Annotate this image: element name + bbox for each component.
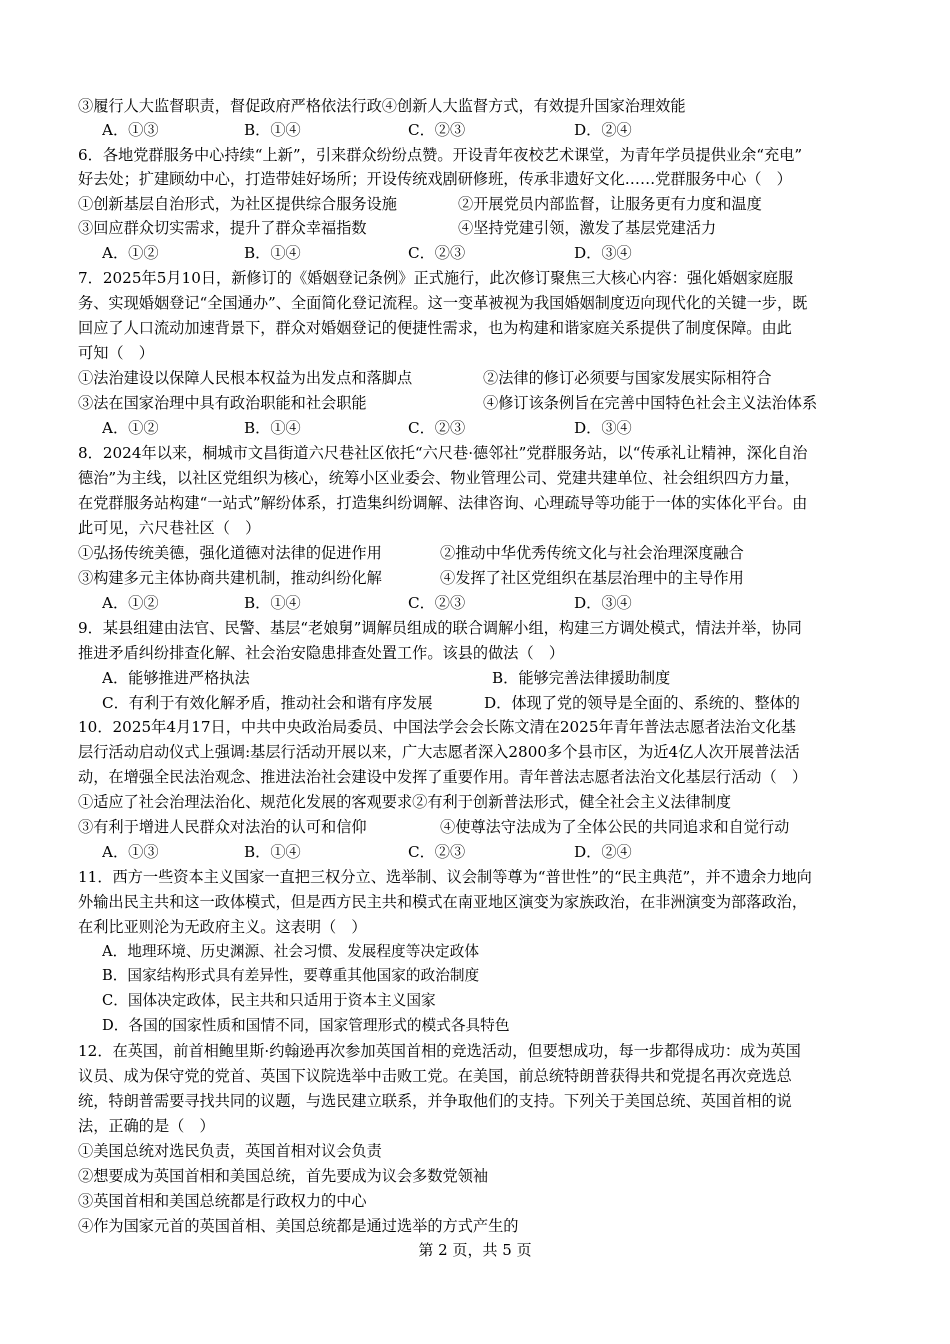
answer-a: A．①②	[102, 244, 159, 262]
q7-stem: 可知（ ）	[78, 344, 154, 362]
q8-answers	[102, 591, 912, 615]
q8-option-1: ①弘扬传统美德，强化道德对法律的促进作用	[78, 544, 382, 562]
q11-stem: 在利比亚则沦为无政府主义。这表明（ ）	[78, 918, 367, 936]
q6-options-34	[78, 216, 888, 240]
q8-option-4: ④发挥了社区党组织在基层治理中的主导作用	[440, 569, 744, 587]
q7-stem: 回应了人口流动加速背景下，群众对婚姻登记的便捷性需求，也为构建和谐家庭关系提供了制度保障。由此	[78, 319, 792, 337]
q11-option-b: B．国家结构形式具有差异性，要尊重其他国家的政治制度	[102, 967, 480, 984]
answer-c: C．②③	[408, 843, 466, 861]
answer-c: C．②③	[408, 594, 466, 612]
q5-option-34: ③履行人大监督职责，督促政府严格依法行政④创新人大监督方式，有效提升国家治理效能	[78, 97, 686, 115]
answer-b: B．①④	[244, 419, 301, 437]
q8-stem: 在党群服务站构建“一站式”解纷体系，打造集纠纷调解、法律咨询、心理疏导等功能于一体的实体化平台。由	[78, 494, 808, 512]
answer-c: C．②③	[408, 121, 466, 139]
q7-option-1: ①法治建设以保障人民根本权益为出发点和落脚点	[78, 369, 413, 387]
answer-c: C．②③	[408, 419, 466, 437]
q8-option-2: ②推动中华优秀传统文化与社会治理深度融合	[440, 544, 744, 562]
q9-stem: 推进矛盾纠纷排查化解、社会治安隐患排查处置工作。该县的做法（ ）	[78, 644, 564, 662]
q7-stem: 务、实现婚姻登记“全国通办”、全面简化登记流程。这一变革被视为我国婚姻制度迈向现代化的关键一步，既	[78, 294, 808, 312]
answer-b: B．①④	[244, 843, 301, 861]
answer-a: A．①②	[102, 594, 159, 612]
q7-option-4: ④修订该条例旨在完善中国特色社会主义法治体系	[483, 394, 818, 412]
q12-option-2: ②想要成为英国首相和美国总统，首先要成为议会多数党领袖	[78, 1167, 489, 1185]
answer-d: D．②④	[574, 843, 632, 861]
q11-option-a: A．地理环境、历史渊源、社会习惯、发展程度等决定政体	[102, 943, 479, 960]
page-footer: 第 2 页，共 5 页	[418, 1241, 532, 1259]
q8-option-3: ③构建多元主体协商共建机制，推动纠纷化解	[78, 569, 382, 587]
q11-option-d: D．各国的国家性质和国情不同，国家管理形式的模式各具特色	[102, 1017, 510, 1034]
q9-option-b: B．能够完善法律援助制度	[492, 669, 671, 687]
q7-stem: 7．2025年5月10日，新修订的《婚姻登记条例》正式施行，此次修订聚焦三大核心内容：强化婚姻家庭服	[78, 269, 794, 287]
q6-option-4: ④坚持党建引领，激发了基层党建活力	[458, 219, 717, 237]
answer-a: A．①②	[102, 419, 159, 437]
answer-a: A．①③	[102, 843, 159, 861]
q7-answers	[102, 416, 912, 440]
q10-answers	[102, 840, 912, 864]
q11-stem: 11．西方一些资本主义国家一直把三权分立、选举制、议会制等尊为“普世性”的“民主典范”，并不遗余力地向	[78, 868, 812, 886]
answer-c: C．②③	[408, 244, 466, 262]
q6-options-12	[78, 192, 888, 216]
q7-options-34	[78, 391, 888, 415]
answer-b: B．①④	[244, 244, 301, 262]
q6-stem: 6．各地党群服务中心持续“上新”，引来群众纷纷点赞。开设青年夜校艺术课堂，为青年学员提供业余“充电”	[78, 146, 803, 164]
q12-stem: 12．在英国，前首相鲍里斯·约翰逊再次参加英国首相的竞选活动，但要想成功，每一步都得成功：成为英国	[78, 1042, 801, 1060]
q11-option-c: C．国体决定政体，民主共和只适用于资本主义国家	[102, 992, 436, 1009]
q10-stem: 动，在增强全民法治观念、推进法治社会建设中发挥了重要作用。青年普法志愿者法治文化基层行活动（ ）	[78, 768, 807, 786]
answer-d: D．③④	[574, 594, 632, 612]
q6-option-1: ①创新基层自治形式，为社区提供综合服务设施	[78, 195, 397, 213]
q7-options-12	[78, 366, 888, 390]
answer-d: D．③④	[574, 419, 632, 437]
answer-d: D．③④	[574, 244, 632, 262]
q9-options-cd	[102, 691, 912, 715]
q10-option-3: ③有利于增进人民群众对法治的认可和信仰	[78, 818, 367, 836]
answer-b: B．①④	[244, 121, 301, 139]
q8-stem: 8．2024年以来，桐城市文昌街道六尺巷社区依托“六尺巷·德邻社”党群服务站，以“传承礼让精神，深化自治	[78, 444, 808, 462]
q9-option-c: C．有利于有效化解矛盾，推动社会和谐有序发展	[102, 694, 433, 712]
q8-options-12	[78, 541, 888, 565]
q12-option-4: ④作为国家元首的英国首相、美国总统都是通过选举的方式产生的	[78, 1217, 519, 1235]
q9-option-d: D．体现了党的领导是全面的、系统的、整体的	[484, 694, 800, 712]
q6-answers	[102, 241, 912, 265]
q7-option-3: ③法在国家治理中具有政治职能和社会职能	[78, 394, 367, 412]
q12-stem: 法，正确的是（ ）	[78, 1117, 215, 1135]
q10-option-4: ④使尊法守法成为了全体公民的共同追求和自觉行动	[440, 818, 790, 836]
q7-option-2: ②法律的修订必须要与国家发展实际相符合	[483, 369, 772, 387]
q11-stem: 外输出民主共和这一政体模式，但是西方民主共和模式在南亚地区演变为家族政治，在非洲演变为部落政治，	[78, 893, 807, 911]
q9-options-ab	[102, 666, 912, 690]
q10-option-12: ①适应了社会治理法治化、规范化发展的客观要求②有利于创新普法形式，健全社会主义法律制度	[78, 793, 732, 811]
q6-option-3: ③回应群众切实需求，提升了群众幸福指数	[78, 219, 367, 237]
q12-stem: 统，特朗普需要寻找共同的议题，与选民建立联系，并争取他们的支持。下列关于美国总统、英国首相的说	[78, 1092, 792, 1110]
q12-option-1: ①美国总统对选民负责，英国首相对议会负责	[78, 1142, 382, 1160]
answer-a: A．①③	[102, 121, 159, 139]
q12-stem: 议员、成为保守党的党首、英国下议院选举中击败工党。在美国，前总统特朗普获得共和党提名再次竞选总	[78, 1067, 792, 1085]
q10-options-34	[78, 815, 888, 839]
q9-option-a: A．能够推进严格执法	[102, 669, 250, 687]
q12-option-3: ③英国首相和美国总统都是行政权力的中心	[78, 1192, 367, 1210]
q6-option-2: ②开展党员内部监督，让服务更有力度和温度	[458, 195, 762, 213]
q9-stem: 9．某县组建由法官、民警、基层“老娘舅”调解员组成的联合调解小组，构建三方调处模式，情法并举，协同	[78, 619, 802, 637]
q10-stem: 层行活动启动仪式上强调:基层行活动开展以来，广大志愿者深入2800多个县市区，为近4亿人次开展普法活	[78, 743, 800, 761]
q6-stem: 好去处；扩建顾幼中心，打造带娃好场所；开设传统戏剧研修班，传承非遗好文化……党群服务中心（ ）	[78, 170, 792, 188]
q5-answers	[102, 118, 912, 142]
q8-stem: 德治”为主线，以社区党组织为核心，统筹小区业委会、物业管理公司、党建共建单位、社会组织四方力量，	[78, 469, 800, 487]
answer-b: B．①④	[244, 594, 301, 612]
q8-options-34	[78, 566, 888, 590]
answer-d: D．②④	[574, 121, 632, 139]
q8-stem: 此可见，六尺巷社区（ ）	[78, 519, 261, 537]
q10-stem: 10．2025年4月17日，中共中央政治局委员、中国法学会会长陈文清在2025年青年普法志愿者法治文化基	[78, 718, 796, 736]
